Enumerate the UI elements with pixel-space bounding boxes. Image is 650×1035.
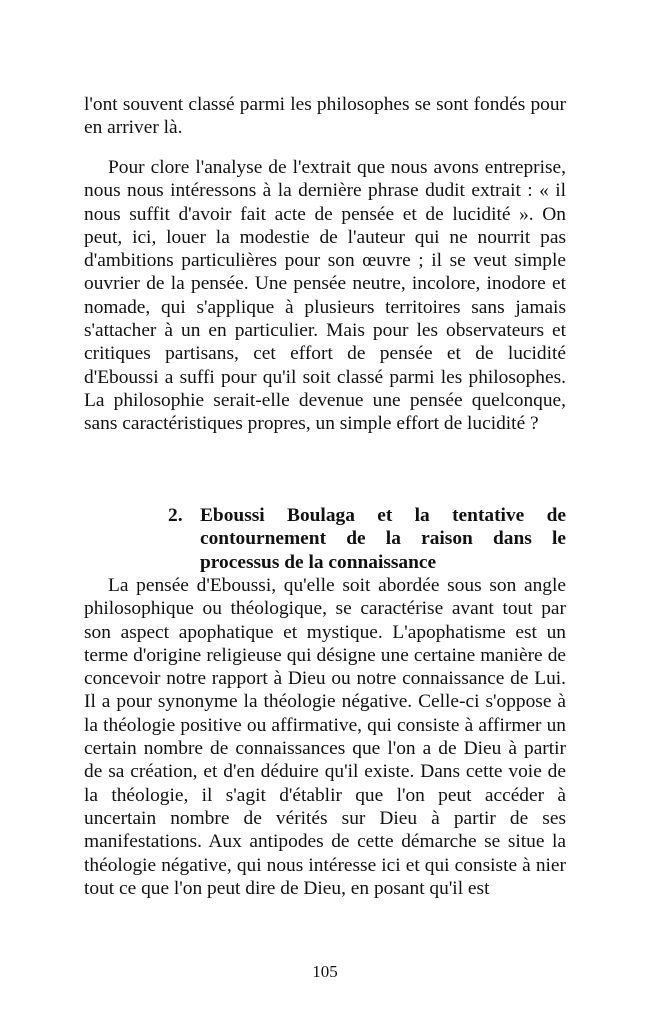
paragraph-conclusion: Pour clore l'analyse de l'extrait que nous avons entreprise, nous nous intéressons à la dernière phrase dudit extrait : « il nous suffit d'avoir fait acte de pensée et de lucidité ». On peut, ici, louer la modestie de l'auteur qui ne nourrit pas d'ambitions particulières pour son œuvre ; il se veut simple ouvrier de la pensée. Une pensée neutre, incolore, inodore et nomade, qui s'applique à plusieurs territoires sans jamais s'attacher à un en particulier. Mais pour les observateurs et critiques partisans, cet effort de pensée et de lucidité d'Eboussi a suffi pour qu'il soit classé parmi les philosophes. La philosophie serait-elle devenue une pensée quelconque, sans caractéristiques propres, un simple effort de lucidité ? [84,157,566,435]
section-title: Eboussi Boulaga et la tentative de contournement de la raison dans le processus de la connaissance [200,505,566,573]
section-heading [168,504,566,574]
section-number: 2. [168,505,183,526]
paragraph-continuation: l'ont souvent classé parmi les philosophes se sont fondés pour en arriver là. [84,94,566,139]
page-number: 105 [312,962,338,981]
paragraph-body: La pensée d'Eboussi, qu'elle soit abordée sous son angle philosophique ou théologique, se caractérise avant tout par son aspect apophatique et mystique. L'apophatisme est un terme d'origine religieuse qui désigne une certaine manière de concevoir notre rapport à Dieu ou notre connaissance de Lui. Il a pour synonyme la théologie négative. Celle-ci s'oppose à la théologie positive ou affirmative, qui consiste à affirmer un certain nombre de connaissances que l'on a de Dieu à partir de sa création, et d'en déduire qu'il existe. Dans cette voie de la théologie, il s'agit d'établir que l'on peut accéder à uncertain nombre de vérités sur Dieu à partir de ses manifestations. Aux antipodes de cette démarche se situe la théologie négative, qui nous intéresse ici et qui consiste à nier tout ce que l'on peut dire de Dieu, en posant qu'il est [84,575,566,899]
